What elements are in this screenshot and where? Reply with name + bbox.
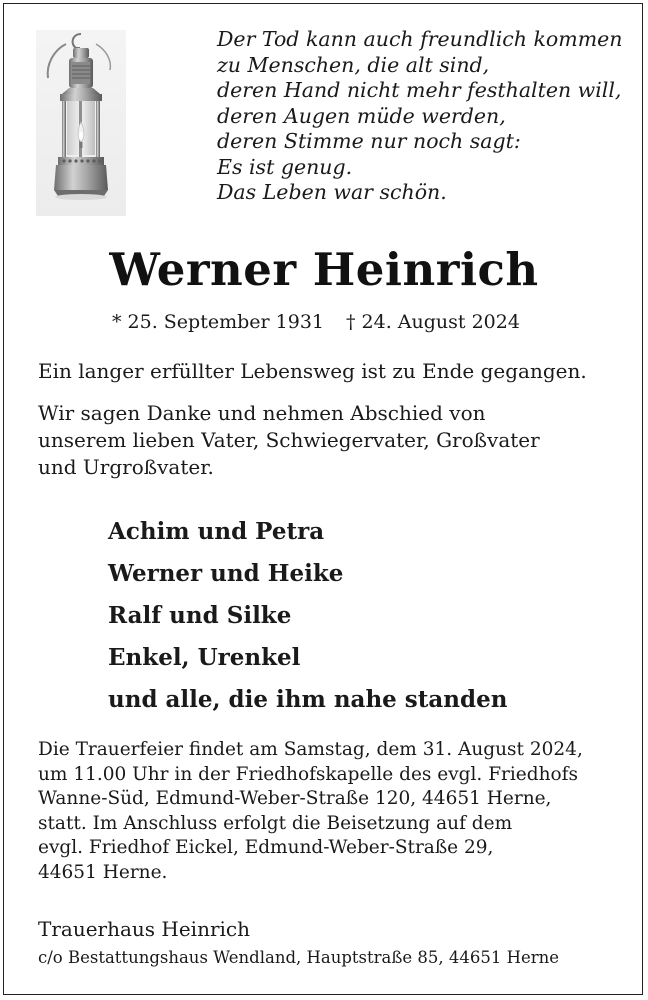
miners-lantern-icon — [36, 30, 126, 216]
ceremony-line: um 11.00 Uhr in der Friedhofskapelle des evgl. Friedhofs — [38, 763, 578, 785]
mourner-entry: und alle, die ihm nahe standen — [108, 686, 508, 713]
mourner-entry: Enkel, Urenkel — [108, 644, 301, 671]
ceremony-line: Wanne-Süd, Edmund-Weber-Straße 120, 44651 Herne, — [38, 788, 552, 809]
mourner-entry: Werner und Heike — [108, 560, 344, 587]
poem-line: Der Tod kann auch freundlich kommen — [217, 27, 623, 51]
poem-line: Das Leben war schön. — [217, 180, 447, 204]
poem-line: deren Augen müde werden, — [217, 103, 506, 128]
mourning-house: Trauerhaus Heinrich — [38, 917, 251, 941]
farewell-line: und Urgroßvater. — [38, 455, 214, 479]
contact-address: c/o Bestattungshaus Wendland, Hauptstraße 85, 44651 Herne — [38, 948, 560, 967]
poem-line: Es ist genug. — [217, 154, 353, 179]
ceremony-line: evgl. Friedhof Eickel, Edmund-Weber-Straße 29, — [38, 837, 494, 858]
deceased-name: Werner Heinrich — [109, 243, 539, 296]
mourner-entry: Ralf und Silke — [108, 602, 292, 629]
poem-line: zu Menschen, die alt sind, — [217, 52, 490, 77]
intro-line: Ein langer erfüllter Lebensweg ist zu Ende gegangen. — [38, 359, 587, 383]
birth-date: * 25. September 1931 — [112, 311, 324, 333]
farewell-line: unserem lieben Vater, Schwiegervater, Großvater — [38, 428, 540, 452]
mourner-entry: Achim und Petra — [108, 518, 325, 545]
poem-line: deren Stimme nur noch sagt: — [217, 129, 521, 153]
death-date: † 24. August 2024 — [346, 311, 520, 333]
farewell-paragraph — [38, 400, 540, 481]
farewell-line: Wir sagen Danke und nehmen Abschied von — [38, 401, 486, 425]
ceremony-line: statt. Im Anschluss erfolgt die Beisetzung auf dem — [38, 812, 513, 834]
ceremony-details — [38, 738, 583, 885]
poem-line: deren Hand nicht mehr festhalten will, — [217, 78, 622, 102]
poem — [217, 27, 622, 206]
mourners-list — [108, 515, 507, 725]
ceremony-line: 44651 Herne. — [38, 861, 168, 883]
ceremony-line: Die Trauerfeier findet am Samstag, dem 31. August 2024, — [38, 739, 583, 760]
life-dates — [112, 309, 520, 335]
